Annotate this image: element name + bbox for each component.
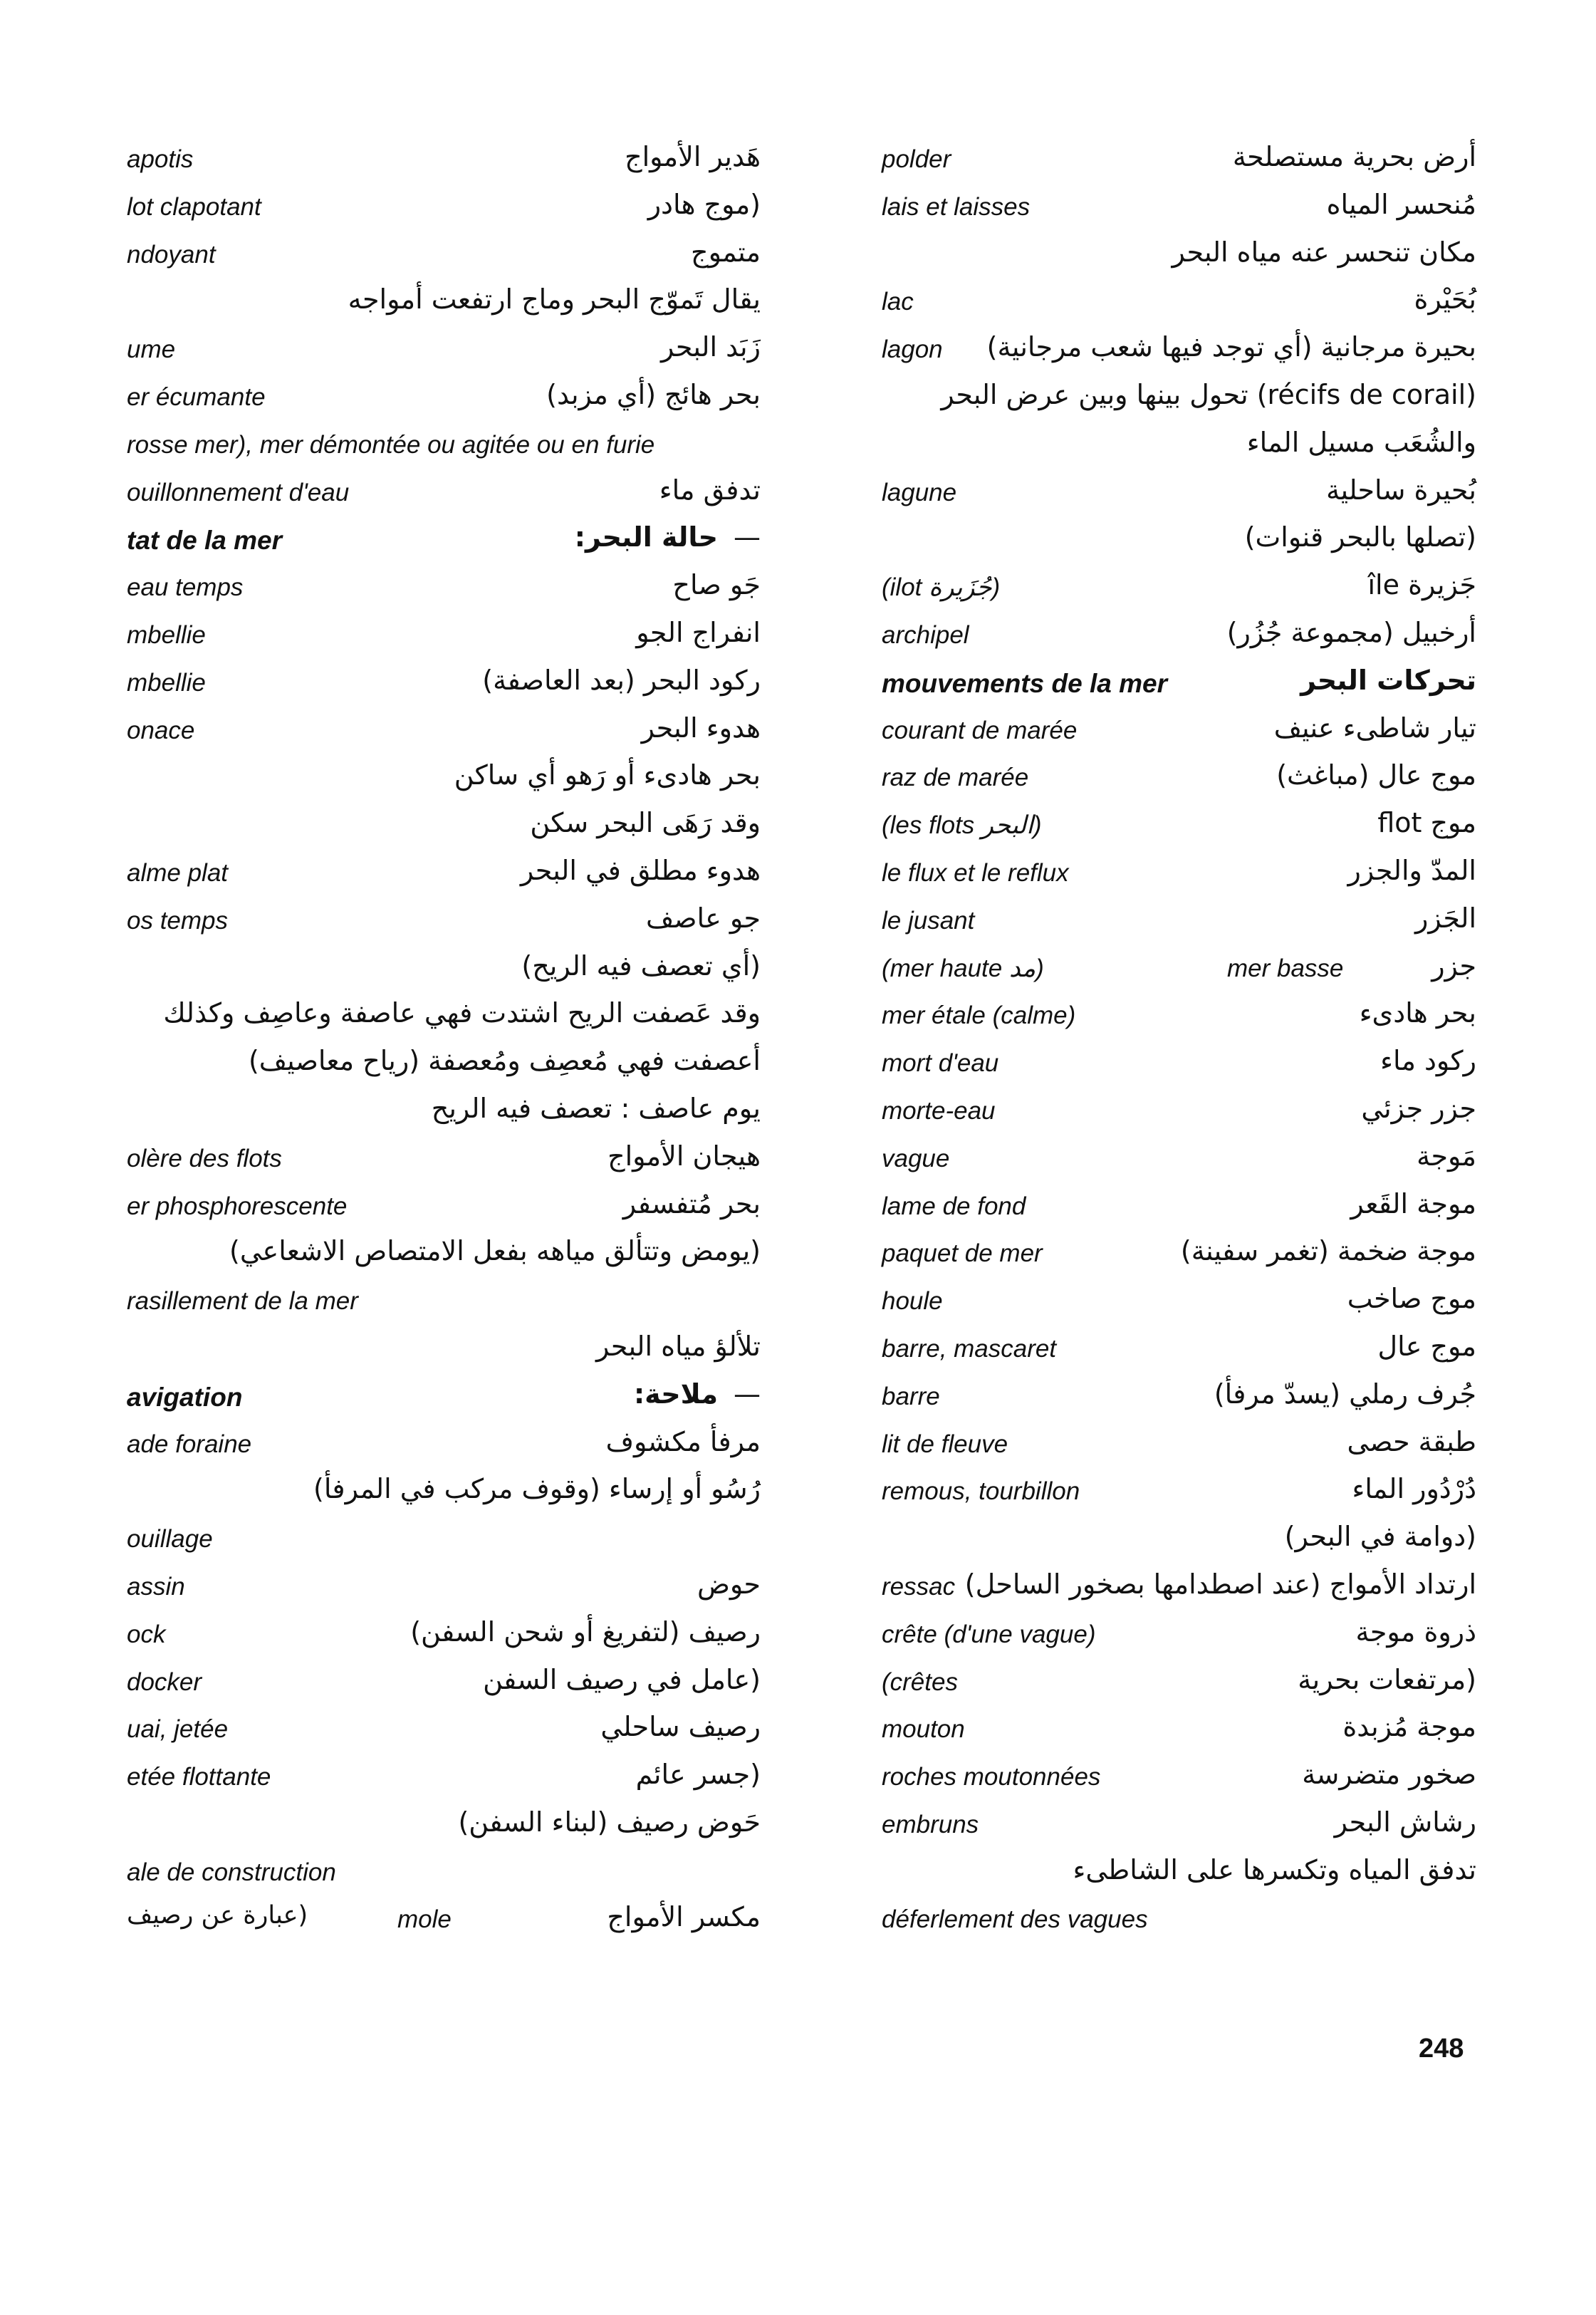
arabic-term: أرخبيل (مجموعة جُزُر): [1226, 616, 1476, 648]
arabic-term: (récifs de corail) تحول بينها وبين عرض البحر: [941, 378, 1476, 410]
glossary-row: [882, 378, 1476, 425]
arabic-term: (تصلها بالبحر قنوات): [1244, 521, 1476, 553]
french-term: onace: [127, 716, 195, 744]
glossary-row: [882, 1329, 1476, 1377]
french-term: lac: [882, 288, 914, 316]
glossary-row: [882, 1805, 1476, 1853]
french-term: le flux et le reflux: [882, 858, 1069, 887]
french-term: courant de marée: [882, 716, 1078, 744]
glossary-row: [127, 1663, 761, 1710]
glossary-row: [127, 282, 761, 330]
french-term-secondary: mer basse: [1227, 954, 1344, 982]
arabic-term: مُنحسر المياه: [1326, 188, 1476, 220]
french-term: rosse mer), mer démontée ou agitée ou en furie: [127, 430, 655, 459]
arabic-term: (مرتفعات بحرية: [1298, 1663, 1476, 1695]
glossary-row: [127, 1329, 761, 1377]
glossary-row: [882, 330, 1476, 378]
glossary-row: [882, 425, 1476, 473]
arabic-term: بحيرة مرجانية (أي توجد فيها شعب مرجانية): [986, 331, 1476, 363]
glossary-row: [882, 663, 1476, 711]
french-term: uai, jetée: [127, 1715, 229, 1744]
arabic-term: طبقة حصى: [1347, 1425, 1476, 1457]
arabic-term: انفراج الجو: [636, 616, 761, 648]
glossary-row: [127, 1281, 761, 1329]
arabic-term: موج flot: [1377, 807, 1476, 839]
glossary-row: [127, 1567, 761, 1615]
glossary-row: [127, 1472, 761, 1519]
french-term: polder: [882, 145, 951, 173]
glossary-row: [127, 806, 761, 853]
glossary-row: [882, 1281, 1476, 1329]
glossary-row: [882, 1234, 1476, 1281]
arabic-term: (يومض وتتألق مياهه بفعل الامتصاص الاشعاعي): [229, 1235, 761, 1267]
french-term: vague: [882, 1144, 950, 1172]
french-term: remous, tourbillon: [882, 1477, 1080, 1506]
glossary-row: [882, 1519, 1476, 1567]
arabic-term: هدوء مطلق في البحر: [520, 854, 761, 886]
arabic-term: تدفق ماء: [659, 474, 761, 506]
glossary-row: [127, 1615, 761, 1663]
glossary-row: [127, 1044, 761, 1091]
glossary-row: [127, 901, 761, 949]
glossary-row: [127, 1139, 761, 1187]
french-term-secondary: mole: [397, 1905, 452, 1934]
glossary-row: [882, 758, 1476, 806]
arabic-term: وقد عَصفت الريح اشتدت فهي عاصفة وعاصِف وكذلك: [163, 997, 761, 1029]
french-term: assin: [127, 1572, 185, 1601]
arabic-term: بُحيرة ساحلية: [1326, 474, 1476, 506]
glossary-row: [882, 1710, 1476, 1757]
arabic-term: تدفق المياه وتكسرها على الشاطىء: [1073, 1853, 1476, 1885]
glossary-row: [127, 520, 761, 568]
arabic-term: حالة البحر:: [574, 521, 718, 553]
french-term: crête (d'une vague): [882, 1620, 1096, 1648]
glossary-row: [127, 140, 761, 187]
glossary-row: [882, 1425, 1476, 1472]
glossary-row: [127, 473, 761, 521]
french-term: tat de la mer: [127, 526, 282, 556]
arabic-term: والشُعَب مسيل الماء: [1246, 426, 1476, 458]
french-term: lame de fond: [882, 1192, 1026, 1220]
glossary-row: [127, 663, 761, 711]
french-term: lot clapotant: [127, 192, 261, 221]
arabic-term: (أي تعصف فيه الريح): [521, 950, 761, 982]
arabic-term: موجة ضخمة (تغمر سفينة): [1180, 1235, 1476, 1267]
glossary-row: [127, 1519, 761, 1567]
glossary-row: [882, 615, 1476, 663]
french-term: rasillement de la mer: [127, 1287, 358, 1316]
arabic-term: جزر جزئي: [1361, 1092, 1476, 1124]
arabic-term: هيجان الأمواج: [607, 1140, 761, 1172]
french-term: ressac: [882, 1572, 956, 1601]
glossary-row: [127, 1187, 761, 1234]
arabic-term: بحر هادىء: [1359, 997, 1476, 1029]
arabic-term: جُرف رملي (يسدّ مرفأ): [1214, 1378, 1476, 1410]
glossary-row: [882, 1567, 1476, 1615]
french-term: déferlement des vagues: [882, 1905, 1148, 1934]
arabic-term: (جسر عائم: [635, 1759, 761, 1791]
section-dash: —: [734, 521, 761, 553]
glossary-row: [127, 1853, 761, 1900]
glossary-row: [127, 425, 761, 473]
glossary-row: [882, 949, 1476, 997]
glossary-row: [882, 1091, 1476, 1139]
french-term: (ilot جُزَيرة): [882, 573, 1001, 602]
glossary-row: [882, 901, 1476, 949]
french-term: ouillonnement d'eau: [127, 478, 350, 506]
glossary-row: [127, 378, 761, 425]
arabic-term: موج عال: [1377, 1330, 1476, 1362]
glossary-row: [127, 711, 761, 759]
french-term: os temps: [127, 906, 228, 935]
french-term: alme plat: [127, 858, 229, 887]
arabic-term: (دوامة في البحر): [1284, 1521, 1476, 1553]
glossary-row: [882, 853, 1476, 901]
glossary-row: [882, 520, 1476, 568]
french-term: avigation: [127, 1382, 243, 1412]
glossary-row: [882, 1663, 1476, 1710]
french-term: apotis: [127, 145, 194, 173]
glossary-row: [127, 1234, 761, 1281]
french-term: mbellie: [127, 668, 206, 697]
french-term: houle: [882, 1287, 943, 1316]
arabic-term: بحر هائج (أي مزبد): [546, 378, 761, 410]
arabic-term: مَوجة: [1417, 1140, 1476, 1172]
french-term: barre, mascaret: [882, 1334, 1057, 1363]
arabic-term: يقال تَموّج البحر وماج ارتفعت أمواجه: [348, 283, 761, 316]
glossary-row: [127, 187, 761, 235]
french-term: le jusant: [882, 906, 975, 935]
glossary-row: [127, 1900, 761, 1947]
french-term: mbellie: [127, 620, 206, 649]
left-column: [127, 140, 761, 1947]
arabic-term: الجَزر: [1415, 902, 1476, 934]
glossary-row: [127, 615, 761, 663]
french-term: barre: [882, 1382, 940, 1410]
arabic-term: رُسُو أو إرساء (وقوف مركب في المرفأ): [313, 1473, 761, 1505]
arabic-term: بحر مُتفسفر: [622, 1187, 761, 1219]
arabic-term: حَوض رصيف (لبناء السفن): [458, 1806, 761, 1838]
arabic-term: بُحَيْرة: [1414, 283, 1476, 316]
glossary-row: [882, 187, 1476, 235]
french-term: morte-eau: [882, 1096, 996, 1125]
arabic-term: هدوء البحر: [641, 712, 761, 744]
arabic-term: أرض بحرية مستصلحة: [1232, 141, 1476, 172]
glossary-row: [882, 1472, 1476, 1519]
french-term: lagon: [882, 335, 943, 364]
glossary-row: [882, 1377, 1476, 1425]
french-term: er écumante: [127, 383, 266, 411]
glossary-row: [882, 1853, 1476, 1900]
glossary-row: [882, 140, 1476, 187]
glossary-row: [127, 1091, 761, 1139]
arabic-term: (موج هادر: [647, 188, 761, 220]
arabic-term: رشاش البحر: [1334, 1806, 1476, 1838]
arabic-term: يوم عاصف : تعصف فيه الريح: [431, 1092, 761, 1124]
arabic-term: زَبَد البحر: [660, 331, 761, 363]
french-term: lais et laisses: [882, 192, 1031, 221]
french-term: lit de fleuve: [882, 1430, 1008, 1458]
glossary-row: [882, 806, 1476, 853]
arabic-term: ركود ماء: [1380, 1045, 1476, 1077]
arabic-term: موجة مُزبدة: [1342, 1711, 1476, 1743]
french-term: ade foraine: [127, 1430, 252, 1458]
arabic-term: ارتداد الأمواج (عند اصطدامها بصخور الساحل): [964, 1568, 1476, 1600]
glossary-row: [127, 1710, 761, 1757]
french-term: roches moutonnées: [882, 1763, 1101, 1791]
glossary-row: [127, 235, 761, 283]
right-column: [882, 140, 1476, 1947]
arabic-term: جو عاصف: [645, 902, 761, 934]
glossary-row: [882, 1757, 1476, 1805]
arabic-term: موجة القَعر: [1350, 1187, 1476, 1219]
arabic-term: هَدير الأمواج: [625, 141, 761, 172]
arabic-term: مكسر الأمواج: [607, 1901, 761, 1933]
french-term: raz de marée: [882, 764, 1029, 792]
arabic-term: بحر هادىء أو رَهو أي ساكن: [454, 759, 761, 791]
glossary-row: [882, 711, 1476, 759]
french-term: (عبارة عن رصيف: [127, 1901, 308, 1930]
arabic-term: رصيف ساحلي: [600, 1711, 761, 1743]
arabic-term: مرفأ مكشوف: [605, 1425, 761, 1457]
french-term: ouillage: [127, 1525, 213, 1554]
arabic-term: أعصفت فهي مُعصِف ومُعصفة (رياح معاصيف): [248, 1045, 761, 1077]
french-term: lagune: [882, 478, 957, 506]
arabic-term: صخور متضرسة: [1302, 1759, 1476, 1791]
glossary-row: [127, 330, 761, 378]
glossary-row: [882, 996, 1476, 1044]
french-term: eau temps: [127, 573, 244, 602]
french-term: ale de construction: [127, 1858, 336, 1886]
arabic-term: مكان تنحسر عنه مياه البحر: [1172, 236, 1476, 268]
arabic-term: ملاحة:: [633, 1378, 718, 1410]
glossary-row: [127, 1425, 761, 1472]
glossary-row: [882, 568, 1476, 615]
french-term: er phosphorescente: [127, 1192, 348, 1220]
french-term: mouvements de la mer: [882, 668, 1167, 698]
glossary-row: [127, 758, 761, 806]
arabic-term: جزر: [1431, 950, 1476, 982]
arabic-term: تحركات البحر: [1300, 664, 1476, 696]
arabic-term: رصيف (لتفريغ أو شحن السفن): [410, 1616, 761, 1648]
glossary-row: [127, 853, 761, 901]
arabic-term: متموج: [691, 236, 761, 268]
glossary-row: [127, 1757, 761, 1805]
glossary-row: [882, 1615, 1476, 1663]
glossary-row: [127, 1377, 761, 1425]
french-term: docker: [127, 1668, 202, 1696]
french-term: paquet de mer: [882, 1239, 1043, 1268]
french-term: archipel: [882, 620, 969, 649]
arabic-term: دُرْدُور الماء: [1352, 1473, 1476, 1505]
arabic-term: موج عال (مباغث): [1276, 759, 1476, 791]
french-term: mouton: [882, 1715, 965, 1744]
french-term: ock: [127, 1620, 166, 1648]
section-dash: —: [734, 1378, 761, 1410]
arabic-term: (عامل في رصيف السفن: [483, 1663, 761, 1695]
arabic-term: جَزيرة île: [1367, 569, 1476, 601]
arabic-term: حوض: [697, 1568, 761, 1600]
glossary-row: [127, 568, 761, 615]
glossary-row: [882, 1044, 1476, 1091]
french-term: mer étale (calme): [882, 1002, 1076, 1030]
french-term: (les flots البحر): [882, 811, 1042, 840]
glossary-row: [882, 473, 1476, 521]
arabic-term: المدّ والجزر: [1347, 854, 1476, 886]
french-term: ume: [127, 335, 176, 364]
glossary-row: [127, 1805, 761, 1853]
french-term: (mer haute مد): [882, 954, 1044, 982]
glossary-row: [882, 1187, 1476, 1234]
french-term: embruns: [882, 1810, 979, 1838]
arabic-term: ركود البحر (بعد العاصفة): [482, 664, 761, 696]
arabic-term: تيار شاطىء عنيف: [1273, 712, 1476, 744]
arabic-term: موج صاخب: [1347, 1283, 1476, 1315]
arabic-term: جَو صاح: [672, 569, 761, 601]
french-term: etée flottante: [127, 1763, 271, 1791]
page-number: 248: [1419, 2034, 1464, 2064]
arabic-term: تلألؤ مياه البحر: [595, 1330, 761, 1362]
arabic-term: ذروة موجة: [1355, 1616, 1476, 1648]
french-term: ndoyant: [127, 240, 216, 269]
arabic-term: وقد رَهَى البحر سكن: [530, 807, 761, 839]
french-term: olère des flots: [127, 1144, 282, 1172]
glossary-row: [882, 1139, 1476, 1187]
glossary-row: [882, 1900, 1476, 1947]
french-term: mort d'eau: [882, 1049, 999, 1078]
glossary-row: [882, 235, 1476, 283]
glossary-row: [882, 282, 1476, 330]
glossary-row: [127, 949, 761, 997]
french-term: (crêtes: [882, 1668, 958, 1696]
glossary-row: [127, 996, 761, 1044]
